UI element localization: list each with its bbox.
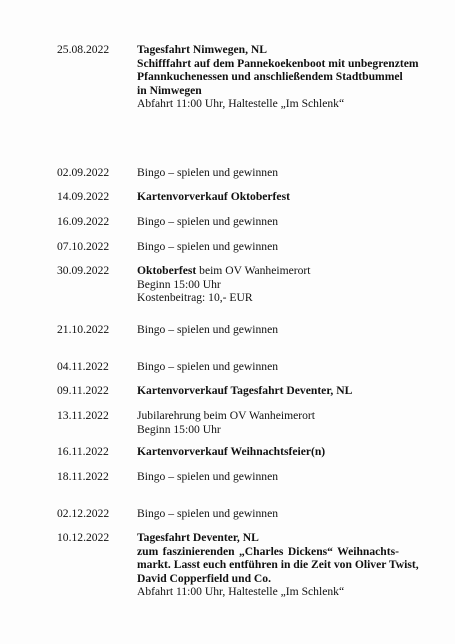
description-line: Abfahrt 11:00 Uhr, Haltestelle „Im Schlenk“ (137, 97, 345, 111)
description-line: Beginn 15:00 Uhr (137, 422, 221, 436)
entry-description (137, 507, 399, 521)
description-line: David Copperfield und Co. (137, 571, 271, 585)
entry-description (137, 531, 419, 599)
entry-date: 10.12.2022 (57, 531, 110, 544)
description-line: Kartenvorverkauf Weihnachtsfeier(n) (137, 445, 326, 458)
description-line: zum faszinierenden „Charles Dickens“ Weihnachts- (137, 544, 399, 558)
entry-date: 02.12.2022 (57, 507, 110, 520)
description-line: Kartenvorverkauf Oktoberfest (137, 190, 290, 203)
entry-description (137, 323, 399, 337)
description-line: in Nimwegen (137, 83, 202, 97)
entry-description (137, 240, 399, 254)
description-line: Bingo – spielen und gewinnen (137, 360, 279, 373)
entry-date: 25.08.2022 (57, 43, 110, 56)
entry-date: 30.09.2022 (57, 264, 110, 277)
entry-description (137, 384, 399, 398)
description-line: Tagesfahrt Nimwegen, NL (137, 43, 267, 56)
description-line: Bingo – spielen und gewinnen (137, 323, 279, 336)
entry-date: 16.09.2022 (57, 215, 110, 228)
entry-date: 07.10.2022 (57, 240, 110, 253)
description-fragment: beim OV Wanheimerort (196, 264, 311, 277)
entry-date: 13.11.2022 (57, 409, 109, 422)
entry-description (137, 190, 399, 204)
description-line: Beginn 15:00 Uhr (137, 277, 221, 291)
entry-date: 14.09.2022 (57, 190, 110, 203)
entry-description (137, 470, 399, 484)
entry-date: 16.11.2022 (57, 445, 109, 458)
description-line: markt. Lasst euch entführen in die Zeit von Oliver Twist, (137, 558, 419, 572)
entry-date: 02.09.2022 (57, 166, 110, 179)
entry-description (137, 445, 399, 459)
description-line: Bingo – spielen und gewinnen (137, 507, 279, 520)
description-line: Kostenbeitrag: 10,- EUR (137, 291, 253, 305)
description-line: Bingo – spielen und gewinnen (137, 470, 279, 483)
entry-date: 18.11.2022 (57, 470, 109, 483)
entry-description (137, 215, 399, 229)
description-line: Pfannkuchenessen und anschließendem Stadtbummel (137, 70, 403, 84)
entry-description (137, 43, 419, 111)
description-line: Bingo – spielen und gewinnen (137, 215, 279, 228)
description-line: Abfahrt 11:00 Uhr, Haltestelle „Im Schlenk“ (137, 585, 345, 599)
description-line: Bingo – spielen und gewinnen (137, 240, 279, 253)
entry-description (137, 264, 399, 305)
entry-date: 21.10.2022 (57, 323, 110, 336)
description-line: Schifffahrt auf dem Pannekoekenboot mit unbegrenztem (137, 56, 419, 70)
description-line: Tagesfahrt Deventer, NL (137, 531, 259, 544)
description-line: Kartenvorverkauf Tagesfahrt Deventer, NL (137, 384, 353, 397)
description-line: Bingo – spielen und gewinnen (137, 166, 279, 179)
entry-date: 09.11.2022 (57, 384, 109, 397)
entry-date: 04.11.2022 (57, 360, 109, 373)
description-line: Jubilarehrung beim OV Wanheimerort (137, 409, 315, 422)
description-line (137, 264, 399, 278)
entry-description (137, 166, 399, 180)
entry-description (137, 409, 399, 436)
entry-description (137, 360, 399, 374)
description-fragment: Oktoberfest (137, 264, 197, 277)
